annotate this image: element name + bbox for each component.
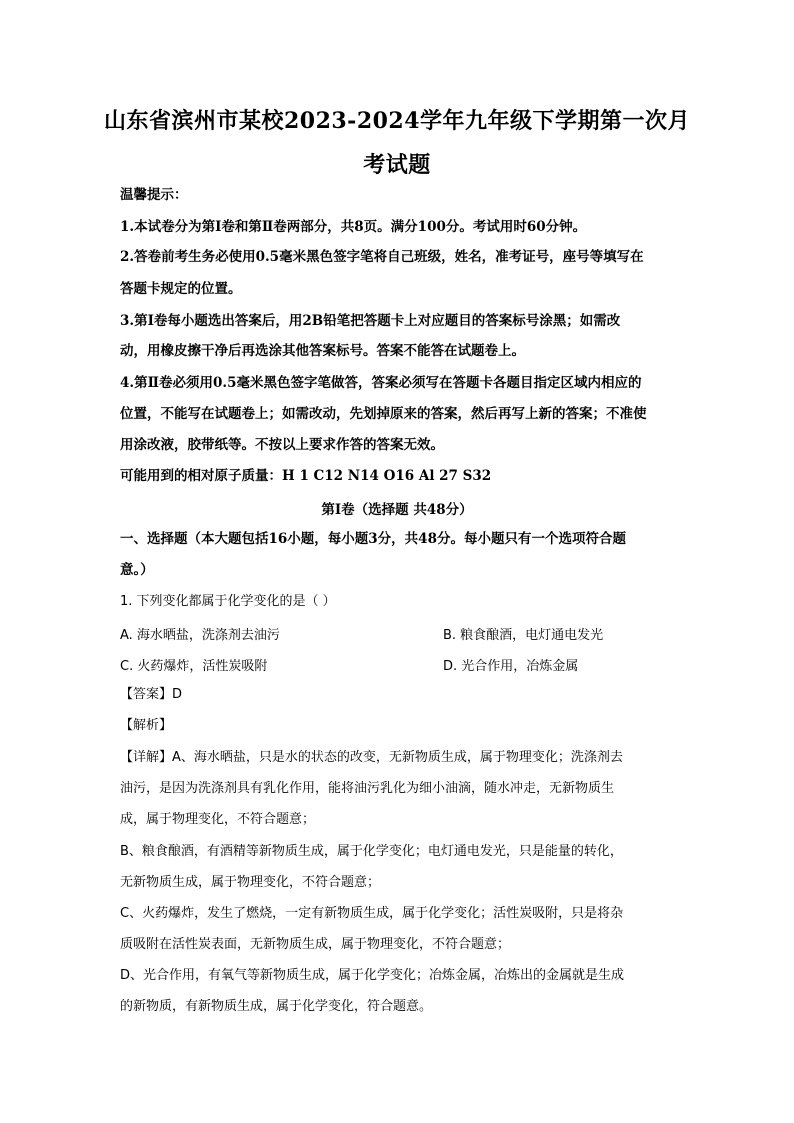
notice-heading: 温馨提示： [120,187,188,203]
volume-title: 第Ⅰ卷（选择题 共48分） [321,502,473,518]
atomic-masses: 可能用到的相对原子质量：H 1 C12 N14 O16 Al 27 S32 [120,468,492,484]
answer-label: 【答案】D [120,687,183,702]
part-title: 一、选择题（本大题包括16小题，每小题3分，共48分。每小题只有一个选项符合题 [120,531,626,547]
detail-line-1: 【详解】A、海水晒盐，只是水的状态的改变，无新物质生成，属于物理变化；洗涤剂去 [120,750,623,765]
notice-item-1: 1.本试卷分为第Ⅰ卷和第Ⅱ卷两部分，共8页。满分100分。考试用时60分钟。 [120,219,587,235]
detail-line-6: C、火药爆炸，发生了燃烧，一定有新物质生成，属于化学变化；活性炭吸附，只是将杂 [120,906,624,921]
page-title-line2: 考试题 [363,152,431,178]
option-d: D. 光合作用，冶炼金属 [443,659,579,674]
notice-item-4-cont1: 位置，不能写在试题卷上；如需改动，先划掉原来的答案，然后再写上新的答案；不准使 [120,406,647,422]
detail-line-4: B、粮食酿酒，有酒精等新物质生成，属于化学变化；电灯通电发光，只是能量的转化， [120,844,623,859]
notice-item-4: 4.第Ⅱ卷必须用0.5毫米黑色签字笔做答，答案必须写在答题卡各题目指定区域内相应的 [120,375,642,391]
page-title-line1: 山东省滨州市某校2023-2024学年九年级下学期第一次月 [103,108,691,134]
question-stem: 1. 下列变化都属于化学变化的是（ ） [120,594,336,609]
detail-line-9: 的新物质，有新物质生成，属于化学变化，符合题意。 [120,999,433,1014]
notice-item-2-cont: 答题卡规定的位置。 [120,281,242,297]
notice-item-2: 2.答卷前考生务必使用0.5毫米黑色签字笔将自己班级，姓名，准考证号，座号等填写在 [120,249,644,265]
detail-line-7: 质吸附在活性炭表面，无新物质生成，属于物理变化，不符合题意； [120,937,511,952]
option-a: A. 海水晒盐，洗涤剂去油污 [120,628,280,643]
detail-line-2: 油污，是因为洗涤剂具有乳化作用，能将油污乳化为细小油滴，随水冲走，无新物质生 [120,781,615,796]
notice-item-3: 3.第Ⅰ卷每小题选出答案后，用2B铅笔把答题卡上对应题目的答案标号涂黑；如需改 [120,313,621,329]
notice-item-4-cont2: 用涂改液，胶带纸等。不按以上要求作答的答案无效。 [120,437,444,453]
notice-item-3-cont: 动，用橡皮擦干净后再选涂其他答案标号。答案不能答在试题卷上。 [120,343,525,359]
option-c: C. 火药爆炸，活性炭吸附 [120,659,268,674]
detail-line-3: 成，属于物理变化，不符合题意； [120,812,316,827]
analysis-label: 【解析】 [120,718,173,733]
detail-line-8: D、光合作用，有氧气等新物质生成，属于化学变化；冶炼金属，冶炼出的金属就是生成 [120,968,625,983]
part-title-cont: 意。） [120,562,154,578]
detail-line-5: 无新物质生成，属于物理变化，不符合题意； [120,875,381,890]
option-b: B. 粮食酿酒，电灯通电发光 [443,628,604,643]
